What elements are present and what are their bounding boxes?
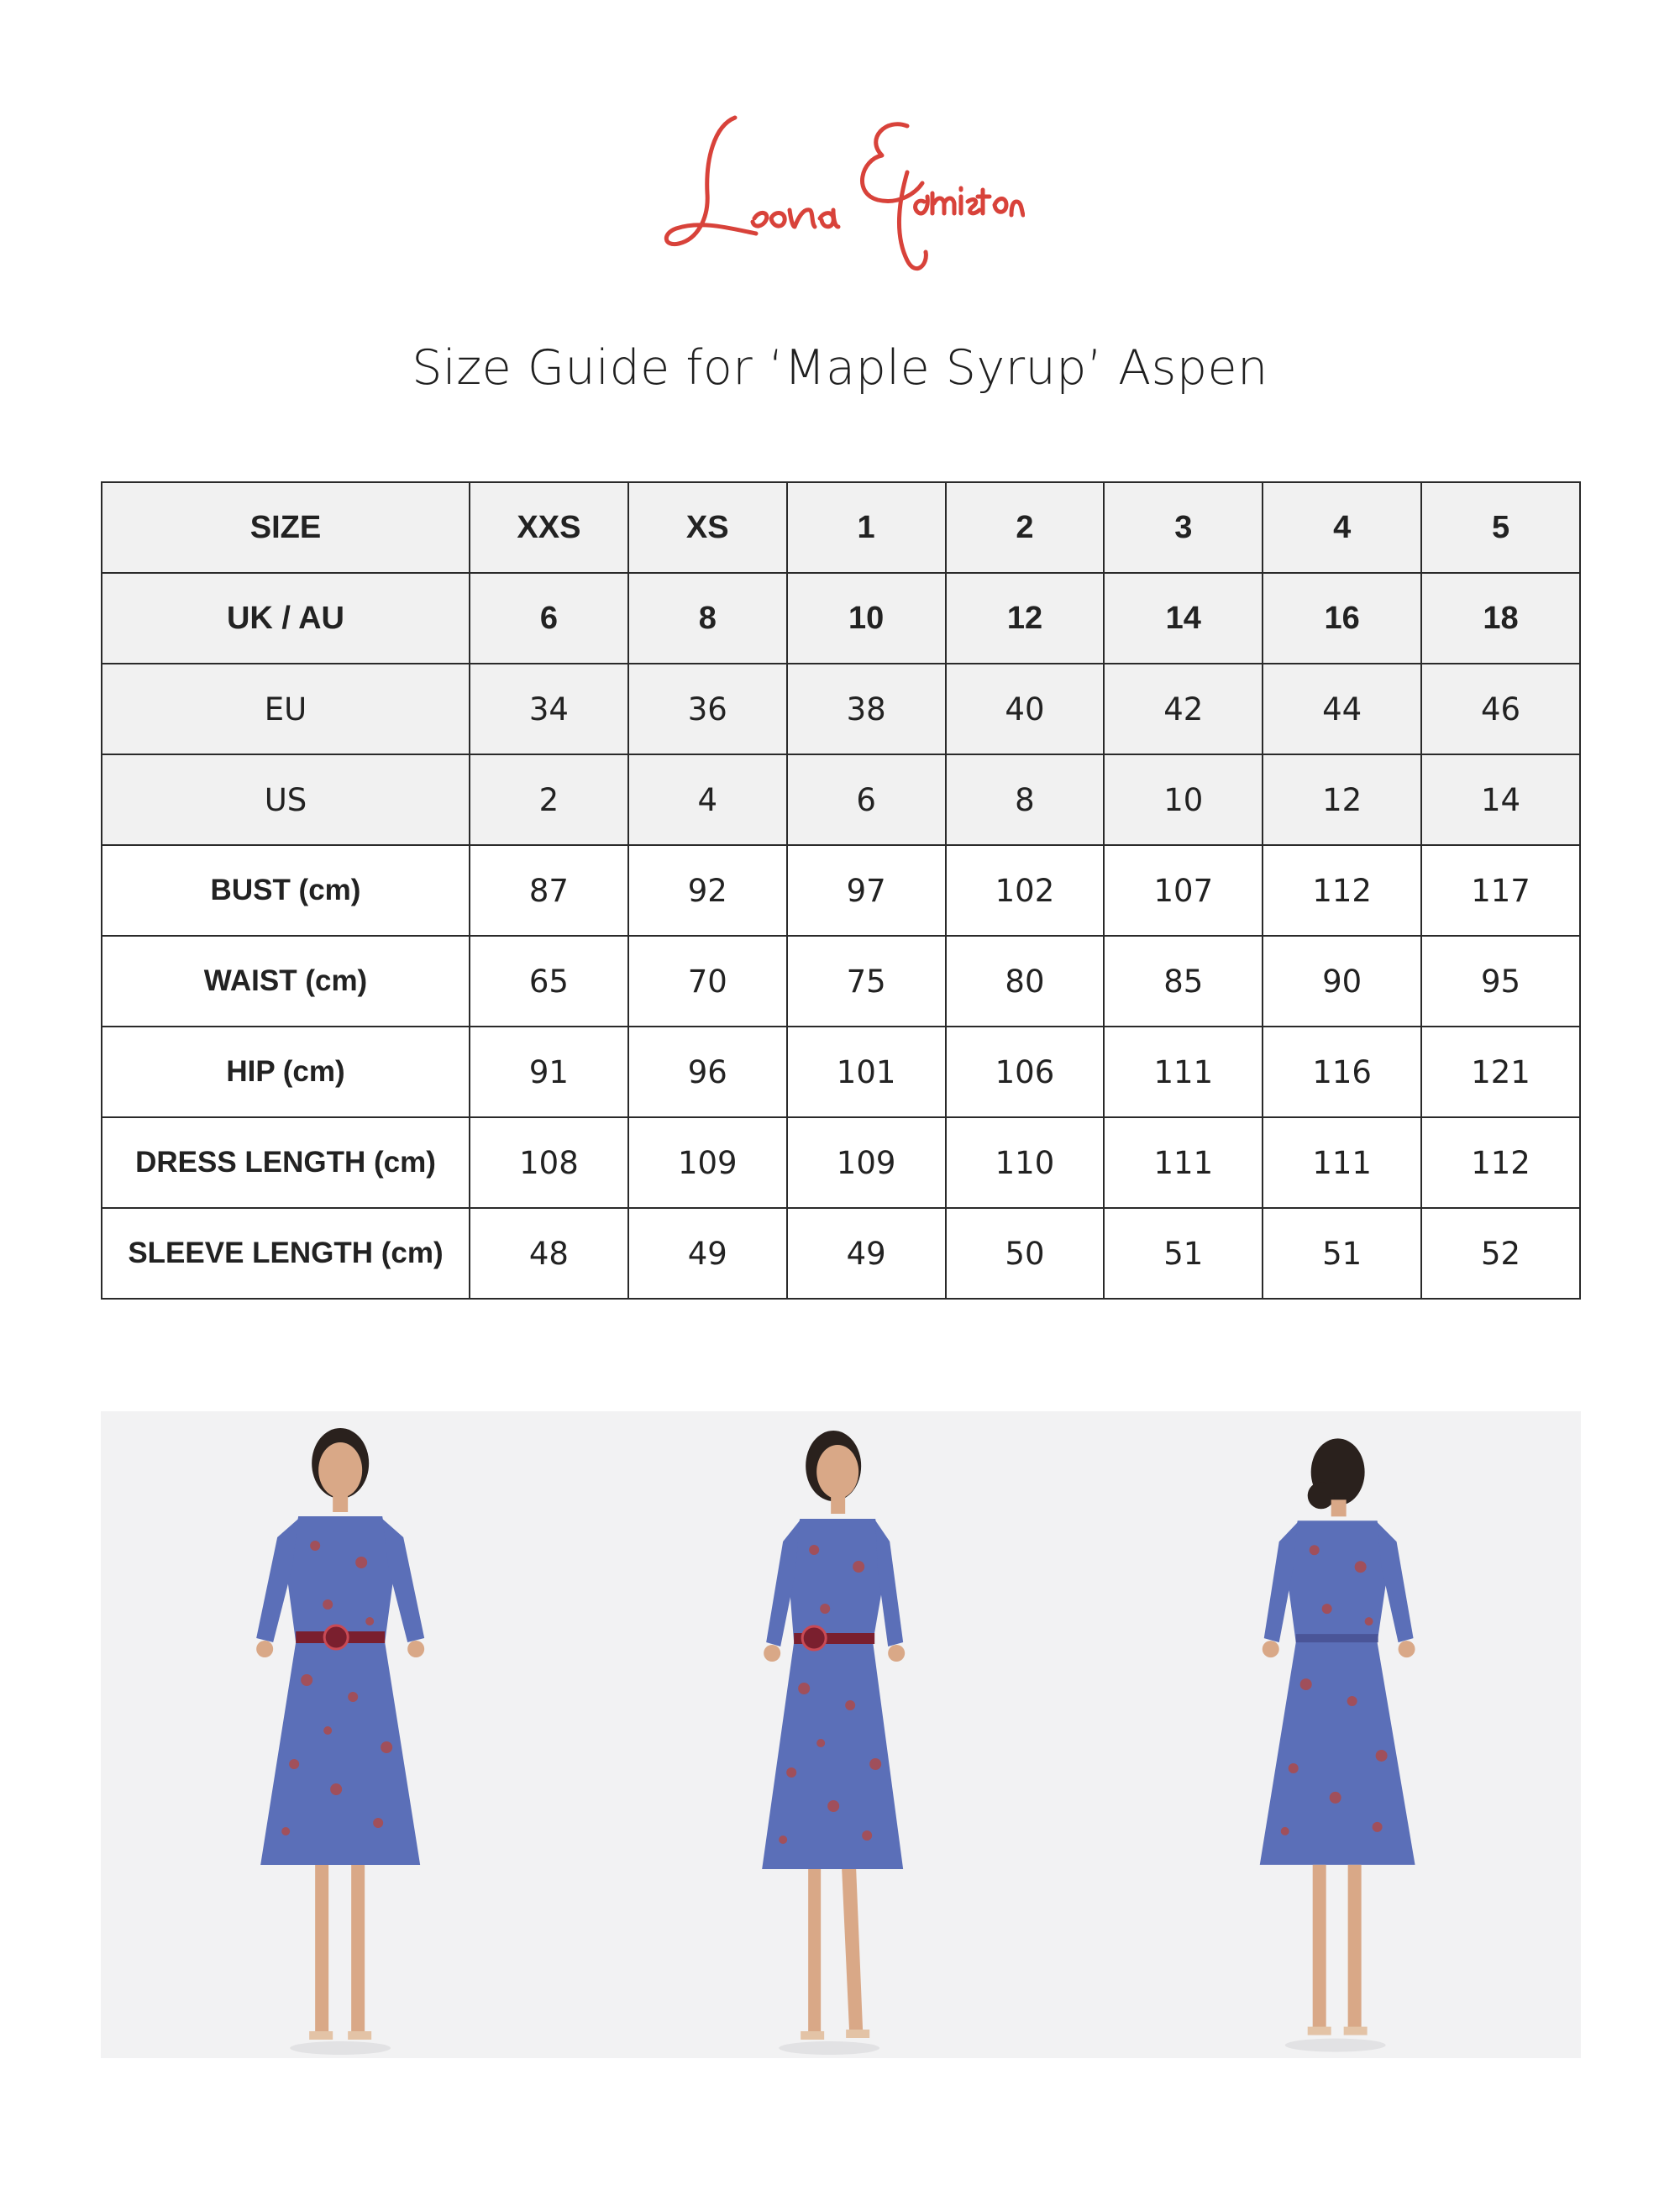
table-cell: 52 (1421, 1208, 1580, 1299)
row-label: HIP (cm) (102, 1027, 470, 1117)
table-cell: 87 (470, 845, 628, 936)
table-cell: 80 (946, 936, 1105, 1027)
table-cell: 91 (470, 1027, 628, 1117)
table-cell: 112 (1263, 845, 1421, 936)
table-row (102, 754, 1580, 845)
brand-logo (655, 92, 1025, 286)
table-cell: 112 (1421, 1117, 1580, 1208)
table-cell: 116 (1263, 1027, 1421, 1117)
table-cell: 85 (1104, 936, 1263, 1027)
table-cell: 44 (1263, 664, 1421, 754)
table-cell: 96 (628, 1027, 787, 1117)
table-cell: XS (628, 482, 787, 573)
table-cell: 106 (946, 1027, 1105, 1117)
table-row (102, 1208, 1580, 1299)
table-cell: 4 (1263, 482, 1421, 573)
model-front-image (101, 1411, 594, 2058)
table-cell: 16 (1263, 573, 1421, 664)
table-cell: 70 (628, 936, 787, 1027)
table-row (102, 936, 1580, 1027)
table-cell: 107 (1104, 845, 1263, 936)
table-row (102, 482, 1580, 573)
table-cell: 12 (1263, 754, 1421, 845)
table-cell: 6 (787, 754, 946, 845)
table-cell: 111 (1104, 1027, 1263, 1117)
row-label: SIZE (102, 482, 470, 573)
row-label: SLEEVE LENGTH (cm) (102, 1208, 470, 1299)
table-cell: 14 (1104, 573, 1263, 664)
table-cell: 92 (628, 845, 787, 936)
size-guide-table (101, 481, 1581, 1300)
table-cell: 65 (470, 936, 628, 1027)
table-row (102, 664, 1580, 754)
row-label: DRESS LENGTH (cm) (102, 1117, 470, 1208)
leona-edmiston-logo (655, 92, 1025, 286)
table-cell: 1 (787, 482, 946, 573)
table-cell: 3 (1104, 482, 1263, 573)
table-cell: 117 (1421, 845, 1580, 936)
product-photo-three-quarter (594, 1411, 1087, 2058)
table-cell: 111 (1263, 1117, 1421, 1208)
table-cell: 108 (470, 1117, 628, 1208)
table-cell: 48 (470, 1208, 628, 1299)
table-cell: 12 (946, 573, 1105, 664)
table-cell: XXS (470, 482, 628, 573)
table-cell: 4 (628, 754, 787, 845)
table-cell: 109 (628, 1117, 787, 1208)
row-label: BUST (cm) (102, 845, 470, 936)
table-cell: 111 (1104, 1117, 1263, 1208)
row-label: UK / AU (102, 573, 470, 664)
table-row (102, 1117, 1580, 1208)
table-row (102, 573, 1580, 664)
model-back-image (1088, 1411, 1581, 2058)
table-cell: 49 (787, 1208, 946, 1299)
row-label: US (102, 754, 470, 845)
row-label: EU (102, 664, 470, 754)
table-cell: 110 (946, 1117, 1105, 1208)
table-cell: 121 (1421, 1027, 1580, 1117)
table-cell: 8 (946, 754, 1105, 845)
table-cell: 51 (1263, 1208, 1421, 1299)
table-cell: 42 (1104, 664, 1263, 754)
table-cell: 40 (946, 664, 1105, 754)
table-cell: 51 (1104, 1208, 1263, 1299)
model-three-quarter-image (594, 1411, 1087, 2058)
product-photo-strip (101, 1411, 1581, 2058)
table-cell: 2 (470, 754, 628, 845)
table-cell: 36 (628, 664, 787, 754)
table-cell: 50 (946, 1208, 1105, 1299)
table-cell: 75 (787, 936, 946, 1027)
product-photo-front (101, 1411, 594, 2058)
table-cell: 49 (628, 1208, 787, 1299)
table-cell: 102 (946, 845, 1105, 936)
table-cell: 38 (787, 664, 946, 754)
table-row (102, 1027, 1580, 1117)
table-cell: 8 (628, 573, 787, 664)
table-cell: 46 (1421, 664, 1580, 754)
table-cell: 5 (1421, 482, 1580, 573)
page-title: Size Guide for ‘Maple Syrup’ Aspen (412, 340, 1268, 396)
table-cell: 10 (1104, 754, 1263, 845)
table-cell: 95 (1421, 936, 1580, 1027)
table-row (102, 845, 1580, 936)
table-cell: 109 (787, 1117, 946, 1208)
table-cell: 14 (1421, 754, 1580, 845)
table-cell: 6 (470, 573, 628, 664)
row-label: WAIST (cm) (102, 936, 470, 1027)
table-cell: 90 (1263, 936, 1421, 1027)
product-photo-back (1088, 1411, 1581, 2058)
table-cell: 18 (1421, 573, 1580, 664)
table-cell: 10 (787, 573, 946, 664)
table-cell: 97 (787, 845, 946, 936)
table-cell: 2 (946, 482, 1105, 573)
table-cell: 34 (470, 664, 628, 754)
table-cell: 101 (787, 1027, 946, 1117)
